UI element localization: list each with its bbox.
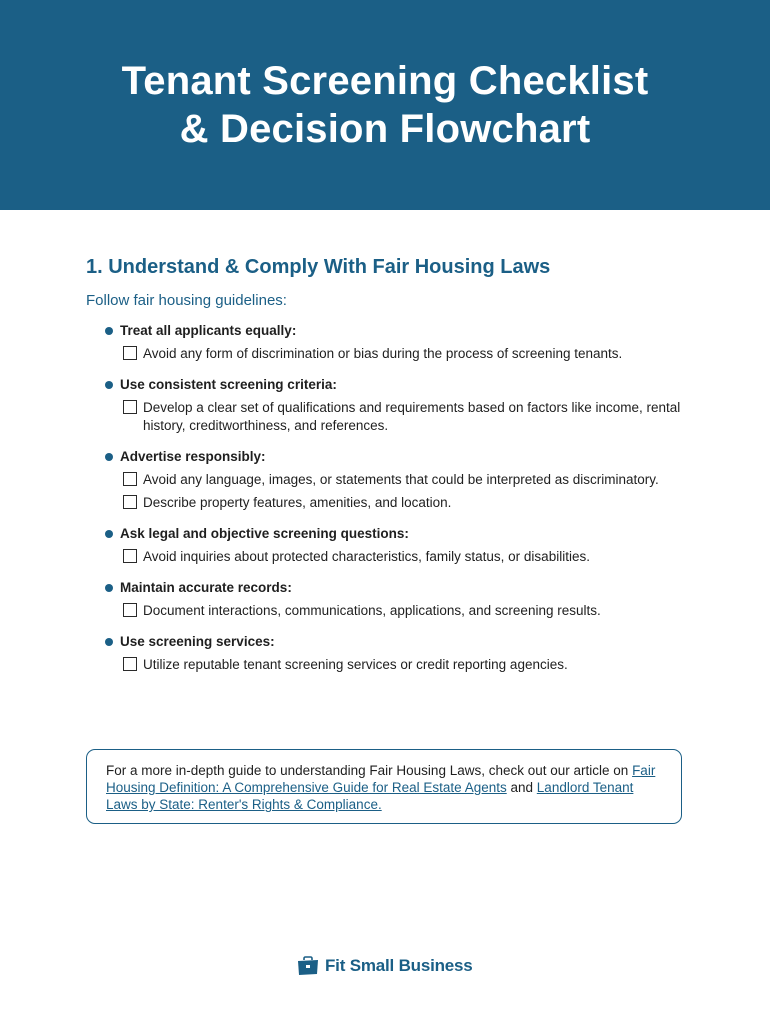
checkbox-icon[interactable] (123, 472, 137, 486)
checkbox-icon[interactable] (123, 400, 137, 414)
group-heading: Maintain accurate records: (86, 577, 686, 599)
checkbox-icon[interactable] (123, 549, 137, 563)
checklist-item: Document interactions, communications, applications, and screening results. (86, 602, 686, 620)
section-subtitle: Follow fair housing guidelines: (86, 292, 287, 309)
checklist-group (86, 577, 686, 620)
brand-name: Fit Small Business (325, 956, 473, 975)
checkbox-icon[interactable] (123, 603, 137, 617)
brand-logo (297, 954, 473, 978)
checklist-group (86, 320, 686, 363)
further-reading-note (86, 749, 682, 824)
page-title-line-2: & Decision Flowchart (179, 107, 591, 151)
bullet-icon (105, 584, 113, 592)
checklist-item: Avoid any form of discrimination or bias during the process of screening tenants. (86, 345, 686, 363)
checklist-item: Avoid any language, images, or statements that could be interpreted as discriminatory. (86, 471, 686, 489)
page-title (122, 57, 649, 153)
bullet-icon (105, 327, 113, 335)
note-connector: and (510, 780, 534, 795)
briefcase-icon (297, 956, 319, 976)
group-heading: Ask legal and objective screening questions: (86, 523, 686, 545)
page-header (0, 0, 770, 210)
landlord-tenant-laws-link[interactable]: Landlord Tenant Laws by State: Renter's Rights & Compliance. (106, 780, 634, 812)
group-heading: Treat all applicants equally: (86, 320, 686, 342)
checklist-item: Develop a clear set of qualifications and requirements based on factors like income, rental history, creditworthiness, and references. (86, 399, 686, 435)
checklist-item: Utilize reputable tenant screening services or credit reporting agencies. (86, 656, 686, 674)
bullet-icon (105, 530, 113, 538)
bullet-icon (105, 453, 113, 461)
fair-housing-article-link[interactable]: Fair Housing Definition: A Comprehensive Guide for Real Estate Agents (106, 763, 656, 795)
bullet-icon (105, 381, 113, 389)
checklist-item: Avoid inquiries about protected characteristics, family status, or disabilities. (86, 548, 686, 566)
checklist-section (86, 252, 686, 674)
note-intro: For a more in-depth guide to understanding Fair Housing Laws, check out our article on (106, 763, 629, 778)
checkbox-icon[interactable] (123, 657, 137, 671)
page-title-line-1: Tenant Screening Checklist (121, 59, 649, 103)
checklist-group (86, 523, 686, 566)
checklist-group (86, 631, 686, 674)
checklist-item: Describe property features, amenities, and location. (86, 494, 686, 512)
bullet-icon (105, 638, 113, 646)
group-heading: Use consistent screening criteria: (86, 374, 686, 396)
checkbox-icon[interactable] (123, 346, 137, 360)
checklist-group (86, 446, 686, 512)
section-title: 1. Understand & Comply With Fair Housing Laws (86, 256, 551, 278)
group-heading: Use screening services: (86, 631, 686, 653)
group-heading: Advertise responsibly: (86, 446, 686, 468)
checkbox-icon[interactable] (123, 495, 137, 509)
checklist-group (86, 374, 686, 435)
